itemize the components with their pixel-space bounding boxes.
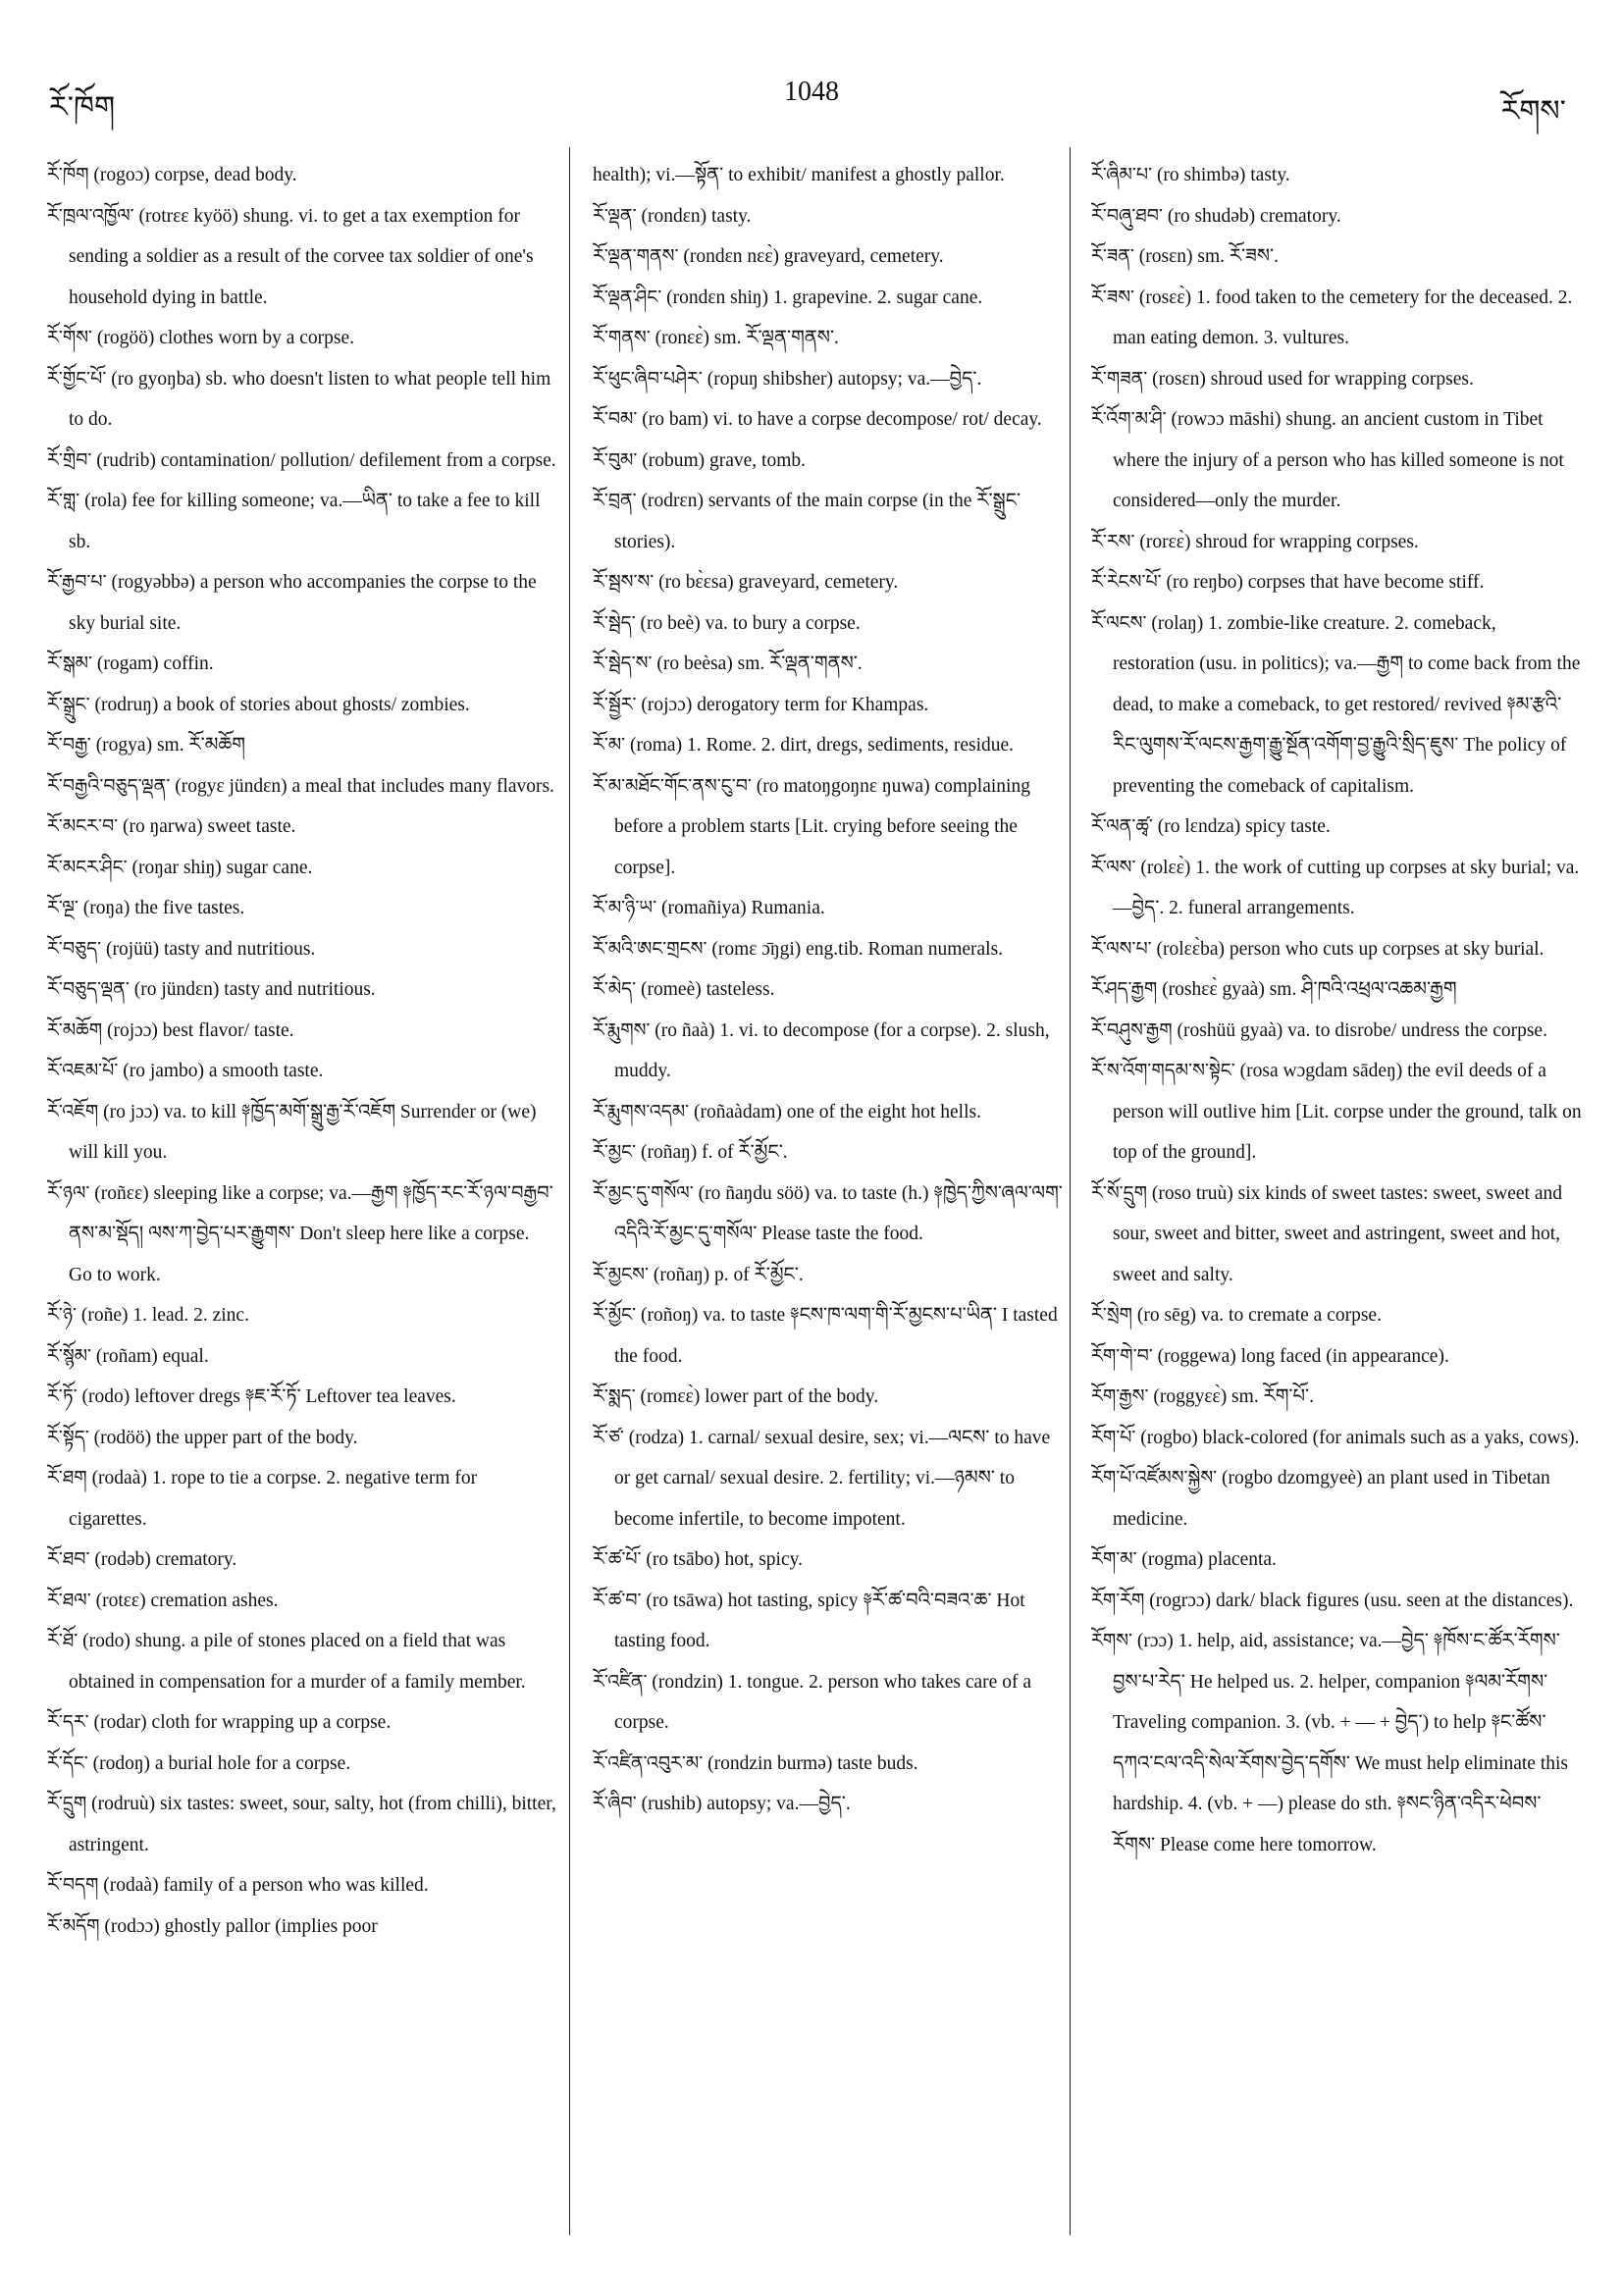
- headword: རོག་རོག: [1091, 1589, 1145, 1611]
- definition: (rodo) shung. a pile of stones placed on a field that was obtained in compensation for a murder of a family member.: [69, 1631, 526, 1693]
- definition: (rodaà) 1. rope to tie a corpse. 2. negative term for cigarettes.: [69, 1468, 478, 1530]
- headword: རོ་ས་འོག་གདམ་ས་སྟེང་: [1091, 1060, 1235, 1081]
- dictionary-entry: [1091, 522, 1582, 563]
- definition: (rondɛn nɛɛ̀) graveyard, cemetery.: [683, 246, 944, 267]
- definition: (ro jambo) a smooth taste.: [123, 1061, 324, 1081]
- dictionary-entry: [47, 196, 557, 319]
- dictionary-entry: [47, 725, 557, 766]
- dictionary-entry: [47, 848, 557, 889]
- definition: (rogma) placenta.: [1141, 1549, 1277, 1570]
- definition: (roŋar shiŋ) sugar cane.: [131, 857, 313, 878]
- headword: རོག་པོ་འཛོམས་སྐྱེས་: [1091, 1467, 1218, 1488]
- headword: རོ་རྒྱབ་པ་: [47, 571, 107, 593]
- headword: རོ་སྨད་: [593, 1385, 636, 1407]
- definition: (ro tsāwa) hot tasting, spicy ༈རོ་ཚ་བའི་བཟའ་ཆ་ Hot tasting food.: [614, 1590, 1025, 1651]
- dictionary-entry: [47, 1051, 557, 1092]
- headword: རོ་མངར་བ་: [47, 815, 119, 837]
- definition: (rogöö) clothes worn by a corpse.: [96, 328, 354, 348]
- definition: (rogoɔ) corpse, dead body.: [93, 165, 297, 185]
- dictionary-entry: [593, 196, 1064, 237]
- dictionary-entry: [593, 318, 1064, 359]
- definition: (rosa wɔgdam sādeŋ) the evil deeds of a person will outlive him [Lit. corpse under the ground, talk on top of the ground].: [1113, 1061, 1582, 1163]
- dictionary-entry: [47, 1336, 557, 1378]
- headword: རོ་ལན་ཚྭ་: [1091, 815, 1153, 837]
- definition: (rodöö) the upper part of the body.: [93, 1427, 358, 1448]
- headword: རོ་སྦེད་ས་: [593, 652, 653, 674]
- dictionary-column-2: [593, 155, 1064, 2235]
- definition: (ro tsābo) hot, spicy.: [646, 1549, 803, 1570]
- definition: (romɛ ɔ̄ŋgi) eng.tib. Roman numerals.: [711, 938, 1004, 960]
- headword: རོ་མཆོག: [47, 1018, 103, 1041]
- definition: (rodəb) crematory.: [94, 1549, 237, 1570]
- dictionary-entry: [1091, 359, 1582, 400]
- definition: (rogbo dzomgyeè) an plant used in Tibetan medicine.: [1113, 1468, 1550, 1530]
- dictionary-entry: [1091, 848, 1582, 929]
- dictionary-entry: [47, 888, 557, 929]
- headword: རོ་བདག: [47, 1874, 99, 1896]
- headword: རོ་བཅུད་ལྡན་: [47, 978, 130, 1000]
- headword: རོ་ཉེ་: [47, 1304, 77, 1326]
- headword: རོ་ལས་པ་: [1091, 937, 1152, 960]
- headword: རོ་ཐབ་: [47, 1548, 90, 1570]
- dictionary-entry: [47, 1377, 557, 1418]
- right-guide-word: རོགས་: [1500, 95, 1566, 128]
- definition: (rondzin) 1. tongue. 2. person who takes care of a corpse.: [614, 1671, 1031, 1733]
- headword: རོ་ཁོག: [47, 164, 89, 185]
- headword: རོ་ཤད་རྒྱག: [1091, 978, 1158, 1000]
- headword: རོ་བཤུས་རྒྱག: [1091, 1018, 1173, 1041]
- headword: རོ་མ་ཉི་ཡ་: [593, 897, 657, 918]
- column-divider: [1070, 147, 1071, 2235]
- headword: རོ་སྲེག: [1091, 1304, 1133, 1326]
- dictionary-entry: [47, 359, 557, 441]
- dictionary-entry: [593, 1011, 1064, 1092]
- left-guide-word: རོ་ཁོག: [49, 91, 116, 124]
- definition: (romeè) tasteless.: [641, 979, 775, 1000]
- headword: རོ་འོག་མ་ཤི་: [1091, 408, 1167, 430]
- definition: (rolaŋ) 1. zombie-like creature. 2. comeback, restoration (usu. in politics); va.—རྒྱག to come back from the dead, to make a comeback, to get restored/ revived ༈མ་རྩའི་རིང་ལུགས་རོ་ལངས་རྒྱག་རྒྱུ་སྔོན་འགོག་བྱ་རྒྱུའི་སྲིད་ཇུས་ The policy of preventing the comeback of capitalism.: [1113, 612, 1581, 797]
- definition: (rojɔɔ) derogatory term for Khampas.: [641, 694, 929, 715]
- dictionary-column-1: [47, 155, 557, 2235]
- headword: རོག་རྒྱས་: [1091, 1385, 1149, 1407]
- dictionary-entry: [593, 278, 1064, 319]
- headword: རོག་གེ་བ་: [1091, 1344, 1153, 1367]
- headword: རོ་ལྡན་གནས་: [593, 245, 679, 267]
- headword: རོ་སྙོམ་: [47, 1344, 92, 1367]
- definition: (ro bɛ̀ɛsa) graveyard, cemetery.: [658, 572, 899, 593]
- dictionary-entry: [47, 318, 557, 359]
- definition: (rodruŋ) a book of stories about ghosts/ zombies.: [94, 694, 470, 715]
- headword: རོ་སྒམ་: [47, 652, 92, 674]
- definition: (roso truù) six kinds of sweet tastes: sweet, sweet and sour, sweet and bitter, sweet and astringent, sweet and hot, sweet and salty.: [1113, 1182, 1562, 1285]
- headword: རོ་མདོག: [47, 1914, 100, 1937]
- definition: (rotɛɛ) cremation ashes.: [95, 1590, 279, 1611]
- dictionary-entry: [1091, 807, 1582, 848]
- definition: (rondzin burmə) taste buds.: [707, 1752, 918, 1774]
- dictionary-entry: [47, 1621, 557, 1702]
- headword: རོ་ཟན་: [1091, 245, 1134, 267]
- headword: རོགས་: [1091, 1630, 1133, 1651]
- definition: (roñɛɛ) sleeping like a corpse; va.—རྒྱག ༈ཁྱོད་རང་རོ་ཉལ་བརྒྱབ་ནས་མ་སྡོད། ལས་ཀ་བྱེད་པར་རྒྱུགས་ Don't sleep here like a corpse. Go to work.: [69, 1182, 553, 1285]
- dictionary-entry: [1091, 155, 1582, 196]
- definition: (rolɛɛ̀) 1. the work of cutting up corpses at sky burial; va.—བྱེད་. 2. funeral arrangements.: [1113, 857, 1580, 918]
- headword: རོ་ཞིམ་པ་: [1091, 164, 1153, 185]
- dictionary-entry: [593, 1581, 1064, 1662]
- dictionary-entry: [593, 399, 1064, 441]
- headword: རོ་འཇམ་པོ་: [47, 1060, 119, 1081]
- dictionary-entry: [1091, 1581, 1582, 1622]
- headword: རོ་དར་: [47, 1711, 89, 1733]
- headword: རོ་གྲིབ་: [47, 448, 92, 471]
- headword: རོ་སྦེད་: [593, 611, 636, 634]
- definition: (ro ŋarwa) sweet taste.: [123, 816, 296, 837]
- headword: རོ་རས་: [1091, 530, 1135, 552]
- definition: (ro beèsa) sm. རོ་ལྡན་གནས་.: [656, 653, 863, 674]
- headword: རོ་ལས་: [1091, 856, 1136, 878]
- dictionary-entry: [593, 1255, 1064, 1296]
- headword: རོ་མྱངས་: [593, 1263, 649, 1285]
- definition: (rogrɔɔ) dark/ black figures (usu. seen at the distances).: [1149, 1590, 1574, 1611]
- dictionary-entry: [593, 1539, 1064, 1581]
- dictionary-entry: [1091, 1336, 1582, 1378]
- headword: རོ་ཁྲལ་འཁྱོལ་: [47, 204, 134, 227]
- headword: རོ་ལྡན་: [593, 204, 637, 227]
- dictionary-entry: [47, 1702, 557, 1744]
- definition: (robum) grave, tomb.: [642, 449, 807, 471]
- dictionary-entry: [593, 441, 1064, 482]
- column-divider: [569, 147, 570, 2235]
- headword: རོ་བརྒྱའི་བཅུད་ལྡན་: [47, 774, 171, 797]
- definition: (ro jɔɔ) va. to kill ༈ཁྱོད་མགོ་སྒྲུ་རྒྱ་རོ་འཇོག Surrender or (we) will kill you.: [69, 1101, 537, 1163]
- headword: རོ་མྱོང་: [593, 1304, 637, 1326]
- definition: (rondɛn) tasty.: [641, 205, 752, 227]
- dictionary-entry: [593, 644, 1064, 685]
- headword: རོ་ལྔ་: [47, 897, 79, 918]
- definition: (ro jündɛn) tasty and nutritious.: [133, 979, 376, 1000]
- headword: རོག་མ་: [1091, 1548, 1137, 1570]
- dictionary-entry: [1091, 278, 1582, 359]
- definition: (ro ñaà) 1. vi. to decompose (for a corpse). 2. slush, muddy.: [614, 1019, 1050, 1081]
- dictionary-entry: [47, 685, 557, 726]
- definition: (rojɔɔ) best flavor/ taste.: [106, 1019, 294, 1041]
- dictionary-entry: [593, 1418, 1064, 1540]
- headword: རོ་དྲུག: [47, 1793, 87, 1814]
- definition: (rodruù) six tastes: sweet, sour, salty, hot (from chilli), bitter, astringent.: [69, 1794, 556, 1855]
- definition: (rodaà) family of a person who was killed.: [103, 1875, 429, 1896]
- headword: རོ་བམ་: [593, 408, 638, 430]
- definition: (rondɛn shiŋ) 1. grapevine. 2. sugar cane.: [666, 287, 983, 308]
- dictionary-entry: [593, 929, 1064, 970]
- definition: (rowɔɔ māshi) shung. an ancient custom in Tibet where the injury of a person who has killed someone is not considered—only the murder.: [1113, 409, 1564, 511]
- definition: (rogbo) black-colored (for animals such as a yaks, cows).: [1140, 1427, 1580, 1448]
- definition: (ro reŋbo) corpses that have become stiff.: [1166, 572, 1485, 593]
- headword: རོ་བྲན་: [593, 490, 637, 511]
- definition: (roñe) 1. lead. 2. zinc.: [80, 1305, 249, 1326]
- headword: རོ་ལྡན་ཤིང་: [593, 286, 662, 308]
- headword: རོ་ཏོ་: [47, 1385, 78, 1407]
- definition: (rorɛɛ̀) shroud for wrapping corpses.: [1139, 531, 1419, 552]
- dictionary-entry: [47, 1092, 557, 1174]
- dictionary-entry: [47, 1458, 557, 1539]
- dictionary-entry: [47, 1744, 557, 1785]
- definition: (romañiya) Rumania.: [660, 898, 825, 918]
- definition: (rushib) autopsy; va.—བྱེད་.: [641, 1794, 851, 1814]
- headword: རོ་ཉལ་: [47, 1181, 90, 1204]
- definition: (rojüü) tasty and nutritious.: [105, 938, 316, 960]
- dictionary-entry: [1091, 1174, 1582, 1296]
- headword: རོ་སྦས་ས་: [593, 571, 654, 593]
- dictionary-entry: [593, 969, 1064, 1011]
- headword: རོ་རེངས་པོ་: [1091, 571, 1162, 593]
- definition: (ro sēg) va. to cremate a corpse.: [1136, 1305, 1382, 1326]
- headword: རོ་སྒྲུང་: [47, 693, 90, 715]
- dictionary-entry: [47, 1784, 557, 1865]
- dictionary-entry: [1091, 1051, 1582, 1174]
- page-number: 1048: [784, 77, 839, 107]
- page-header: [0, 69, 1623, 128]
- headword: རོ་བུམ་: [593, 448, 638, 471]
- dictionary-entry: [47, 562, 557, 644]
- dictionary-entry: [1091, 399, 1582, 522]
- definition: (roggyɛɛ̀) sm. རོག་པོ་.: [1153, 1386, 1315, 1407]
- dictionary-entry: [47, 1295, 557, 1336]
- headword: རོ་ཐལ་: [47, 1589, 91, 1611]
- headword: རོ་སོ་དྲུག: [1091, 1181, 1148, 1204]
- definition: (roggewa) long faced (in appearance).: [1157, 1345, 1449, 1367]
- headword: རོ་གྱོང་པོ་: [47, 367, 107, 390]
- dictionary-entry: [1091, 1458, 1582, 1539]
- headword: རོ་མའི་ཨང་གྲངས་: [593, 937, 707, 960]
- headword: རོ་ཚ་པོ་: [593, 1548, 642, 1570]
- definition: (ro matoŋgoŋnɛ ŋuwa) complaining before a problem starts [Lit. crying before seeing the corpse].: [614, 775, 1030, 878]
- headword: རོ་གཟན་: [1091, 367, 1148, 390]
- dictionary-entry: [593, 562, 1064, 603]
- dictionary-entry: [593, 1092, 1064, 1133]
- dictionary-entry: [1091, 1011, 1582, 1052]
- definition: (rodoŋ) a burial hole for a corpse.: [92, 1752, 351, 1774]
- headword: རོ་ཐོ་: [47, 1630, 79, 1651]
- dictionary-entry: [47, 441, 557, 482]
- headword: རོ་འཛིན་འབུར་མ་: [593, 1751, 704, 1774]
- headword: རོ་བརྒྱ་: [47, 734, 91, 756]
- dictionary-entry: [1091, 1539, 1582, 1581]
- definition: (rodo) leftover dregs ༈ཇ་རོ་ཏོ་ Leftover tea leaves.: [81, 1386, 456, 1407]
- definition: (rolɛɛ̀ba) person who cuts up corpses at sky burial.: [1156, 938, 1544, 960]
- dictionary-entry: [47, 155, 557, 196]
- definition: (romɛɛ̀) lower part of the body.: [640, 1386, 879, 1407]
- dictionary-entry: [593, 236, 1064, 278]
- dictionary-entry: [1091, 562, 1582, 603]
- definition: (rodza) 1. carnal/ sexual desire, sex; vi.—ལངས་ to have or get carnal/ sexual desire. 2. fertility; vi.—ཉམས་ to become infertile, to become impotent.: [614, 1427, 1051, 1530]
- headword: རོག་པོ་: [1091, 1426, 1136, 1448]
- definition: (rogyəbbə) a person who accompanies the corpse to the sky burial site.: [69, 572, 537, 634]
- definition: (ro gyoŋba) sb. who doesn't listen to what people tell him to do.: [69, 368, 551, 430]
- definition: (roñaŋ) f. of རོ་མྱོང་.: [641, 1142, 788, 1163]
- dictionary-entry: [47, 1418, 557, 1459]
- definition: (roñaàdam) one of the eight hot hells.: [694, 1101, 981, 1122]
- definition: (ro lɛndza) spicy taste.: [1157, 816, 1331, 837]
- dictionary-entry: [593, 1377, 1064, 1418]
- definition: (roñam) equal.: [95, 1345, 209, 1367]
- dictionary-entry: [593, 725, 1064, 766]
- headword: རོ་ཐག: [47, 1467, 87, 1488]
- definition: (roshɛɛ̀ gyaà) sm. ཤི་ཁའི་འཕྲལ་འཆམ་རྒྱག: [1162, 979, 1457, 1000]
- headword: རོ་མ་: [593, 734, 626, 756]
- dictionary-entry: [593, 155, 1064, 196]
- dictionary-entry: [593, 1132, 1064, 1174]
- dictionary-entry: [1091, 603, 1582, 808]
- definition: (rogya) sm. རོ་མཆོག: [95, 735, 245, 756]
- headword: རོ་གོས་: [47, 327, 93, 348]
- dictionary-entry: [593, 1662, 1064, 1744]
- headword: རོ་མངར་ཤིང་: [47, 856, 128, 878]
- dictionary-entry: [47, 1581, 557, 1622]
- definition: (ro ñaŋdu söö) va. to taste (h.) ༈ཁྱེད་ཀྱིས་ཞལ་ལག་འདིའི་རོ་མྱང་དུ་གསོལ་ Please taste the food.: [614, 1182, 1063, 1244]
- dictionary-entry: [47, 766, 557, 808]
- definition: (roshüü gyaà) va. to disrobe/ undress the corpse.: [1177, 1019, 1547, 1041]
- headword: རོ་ཞིབ་: [593, 1793, 637, 1814]
- dictionary-entry: [47, 1174, 557, 1296]
- headword: རོ་ཟས་: [1091, 286, 1135, 308]
- definition: (rogyɛ jündɛn) a meal that includes many flavors.: [175, 775, 554, 797]
- dictionary-entry: [47, 481, 557, 562]
- headword: རོ་ཕུང་ཞིབ་པཤེར་: [593, 367, 703, 390]
- definition: (roma) 1. Rome. 2. dirt, dregs, sediments, residue.: [630, 735, 1015, 756]
- definition: (rodɔɔ) ghostly pallor (implies poor: [104, 1915, 378, 1937]
- dictionary-entry: [1091, 969, 1582, 1011]
- definition: (rodar) cloth for wrapping up a corpse.: [93, 1712, 392, 1733]
- definition: (rosɛn) sm. རོ་ཟས་.: [1138, 246, 1279, 267]
- dictionary-entry: [1091, 1377, 1582, 1418]
- dictionary-entry: [47, 1011, 557, 1052]
- definition: (rudrib) contamination/ pollution/ defilement from a corpse.: [96, 449, 556, 471]
- headword: རོ་མྱང་: [593, 1141, 637, 1163]
- headword: རོ་བཞུ་ཐབ་: [1091, 204, 1163, 227]
- headword: རོ་འཇོག: [47, 1100, 99, 1122]
- dictionary-entry: [593, 481, 1064, 562]
- definition: (rɔɔ) 1. help, aid, assistance; va.—བྱེད་ ༈ཁོས་ང་ཚོར་རོགས་བྱས་པ་རེད་ He helped us. 2. helper, companion ༈ལམ་རོགས་ Traveling companion. 3. (vb. + — + བྱེད་) to help ༈ང་ཚོས་དཀའ་ངལ་འདི་སེལ་རོགས་བྱེད་དགོས་ We must help eliminate this hardship. 4. (vb. + —) please do sth. ༈སང་ཉིན་འདིར་ཕེབས་རོགས་ Please come here tomorrow.: [1113, 1631, 1569, 1855]
- dictionary-entry: [593, 685, 1064, 726]
- dictionary-column-3: [1091, 155, 1582, 2235]
- headword: རོ་བཅུད་: [47, 937, 102, 960]
- dictionary-entry: [47, 644, 557, 685]
- definition: (rodrɛn) servants of the main corpse (in the རོ་སྒྲུང་ stories).: [614, 491, 1021, 552]
- dictionary-entry: [47, 1539, 557, 1581]
- dictionary-entry: [593, 1174, 1064, 1255]
- headword: རོ་ཙ་: [593, 1426, 624, 1448]
- dictionary-entry: [1091, 1621, 1582, 1865]
- definition: (rotrɛɛ kyöö) shung. vi. to get a tax exemption for sending a soldier as a result of the corvee tax soldier of one's household dying in battle.: [69, 205, 534, 308]
- dictionary-entry: [1091, 929, 1582, 970]
- headword: རོ་ལངས་: [1091, 611, 1147, 634]
- definition: (roŋa) the five tastes.: [82, 898, 245, 918]
- dictionary-entry: [593, 359, 1064, 400]
- headword: རོ་མ་མཐོང་གོང་ནས་ངུ་བ་: [593, 774, 752, 797]
- definition: (roñaŋ) p. of རོ་མྱོང་.: [653, 1264, 804, 1285]
- definition: (rosɛɛ̀) 1. food taken to the cemetery for the deceased. 2. man eating demon. 3. vultures.: [1113, 287, 1573, 348]
- definition: (ro bam) vi. to have a corpse decompose/ rot/ decay.: [642, 409, 1042, 430]
- headword: རོ་དོང་: [47, 1751, 88, 1774]
- headword: རོ་མེད་: [593, 978, 637, 1000]
- definition: (rosɛn) shroud used for wrapping corpses.: [1152, 368, 1474, 390]
- dictionary-entry: [47, 1906, 557, 1948]
- definition: (ro shudəb) crematory.: [1167, 205, 1341, 227]
- dictionary-entry: [1091, 196, 1582, 237]
- definition: (rola) fee for killing someone; va.—ཡིན་ to take a fee to kill sb.: [69, 491, 541, 552]
- headword: རོ་རྨུགས་: [593, 1018, 651, 1041]
- definition: (ronɛɛ̀) sm. རོ་ལྡན་གནས་.: [654, 328, 839, 348]
- headword: རོ་རྨུགས་འདམ་: [593, 1100, 690, 1122]
- headword: རོ་འཛིན་: [593, 1670, 648, 1693]
- headword: རོ་གནས་: [593, 327, 651, 348]
- definition: health); vi.—སྟོན་ to exhibit/ manifest a ghostly pallor.: [593, 165, 1005, 185]
- definition: (roñoŋ) va. to taste ༈ངས་ཁ་ལག་གི་རོ་མྱངས་པ་ཡིན་ I tasted the food.: [614, 1305, 1058, 1367]
- headword: རོ་སྦྱོར་: [593, 693, 637, 715]
- definition: (rogam) coffin.: [96, 653, 214, 674]
- dictionary-entry: [1091, 1295, 1582, 1336]
- dictionary-entry: [593, 1784, 1064, 1825]
- dictionary-entry: [47, 929, 557, 970]
- dictionary-entry: [593, 1295, 1064, 1377]
- definition: (ropuŋ shibsher) autopsy; va.—བྱེད་.: [707, 368, 982, 390]
- definition: (ro shimbə) tasty.: [1156, 165, 1290, 185]
- dictionary-entry: [47, 969, 557, 1011]
- definition: (ro beè) va. to bury a corpse.: [640, 612, 861, 634]
- dictionary-entry: [1091, 1418, 1582, 1459]
- dictionary-entry: [1091, 236, 1582, 278]
- dictionary-entry: [593, 1744, 1064, 1785]
- headword: རོ་ཚ་བ་: [593, 1589, 642, 1611]
- dictionary-entry: [593, 888, 1064, 929]
- dictionary-entry: [47, 1865, 557, 1906]
- dictionary-entry: [593, 766, 1064, 889]
- dictionary-entry: [593, 603, 1064, 645]
- headword: རོ་སྟོད་: [47, 1426, 89, 1448]
- dictionary-entry: [47, 807, 557, 848]
- headword: རོ་མྱང་དུ་གསོལ་: [593, 1181, 694, 1204]
- headword: རོ་གླ་: [47, 490, 80, 511]
